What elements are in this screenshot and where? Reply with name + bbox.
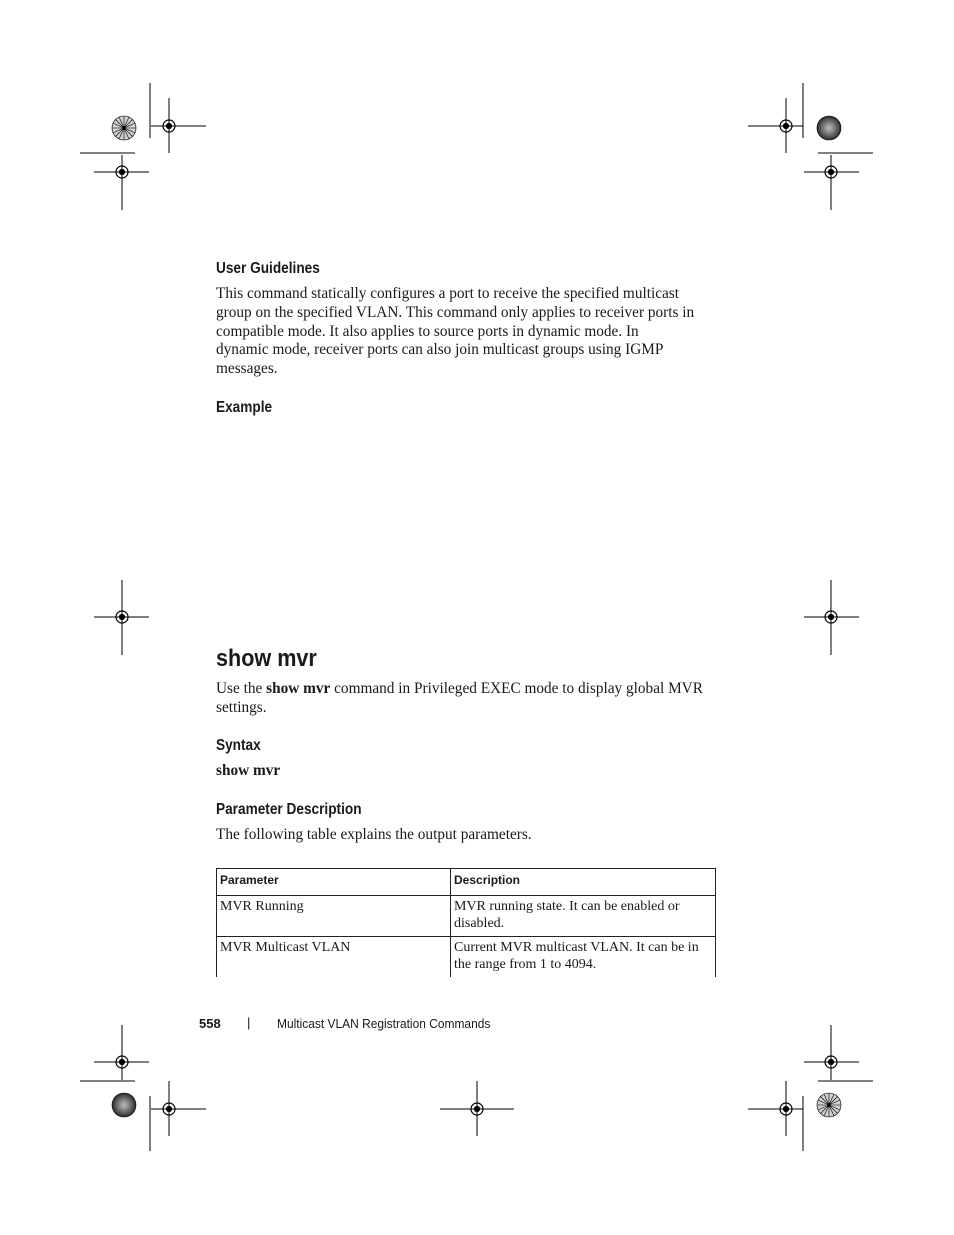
table-cell-description (451, 937, 716, 978)
command-intro (216, 680, 726, 718)
starburst-bottom-right (817, 1093, 841, 1117)
footer-chapter-title: Multicast VLAN Registration Commands (277, 1016, 491, 1031)
user-guidelines-line: dynamic mode, receiver ports can also join multicast groups using IGMP (216, 341, 664, 359)
example-heading: Example (216, 399, 273, 416)
intro-command: show mvr (266, 680, 331, 697)
intro-suffix: command in Privileged EXEC mode to display global MVR (330, 680, 703, 697)
user-guidelines-line: messages. (216, 360, 278, 378)
table-header-parameter: Parameter (217, 869, 451, 896)
footer-separator: | (247, 1015, 251, 1030)
table-cell-description (451, 896, 716, 937)
table-cell-parameter: MVR Multicast VLAN (217, 937, 451, 978)
parameter-table (216, 868, 716, 977)
syntax-heading: Syntax (216, 737, 261, 754)
syntax-command: show mvr (216, 762, 281, 779)
starburst-top-left (112, 116, 136, 140)
intro-prefix: Use the (216, 680, 267, 697)
command-title: show mvr (216, 645, 317, 672)
table-row (217, 896, 716, 937)
user-guidelines-line: This command statically configures a port to receive the specified multicast (216, 285, 679, 302)
table-header-row (217, 869, 716, 896)
description-line: disabled. (454, 916, 505, 931)
user-guidelines-line: group on the specified VLAN. This command only applies to receiver ports in (216, 303, 695, 321)
user-guidelines-body (216, 285, 726, 379)
user-guidelines-line: compatible mode. It also applies to source ports in dynamic mode. In (216, 322, 639, 340)
table-header-description: Description (451, 869, 716, 896)
table-cell-parameter: MVR Running (217, 896, 451, 937)
parameter-description-intro: The following table explains the output parameters. (216, 826, 532, 843)
starburst-bottom-left (112, 1093, 136, 1117)
table-row (217, 937, 716, 978)
description-line: Current MVR multicast VLAN. It can be in (454, 940, 699, 955)
description-line: the range from 1 to 4094. (454, 957, 597, 972)
user-guidelines-heading: User Guidelines (216, 260, 320, 277)
parameter-description-heading: Parameter Description (216, 801, 362, 818)
description-line: MVR running state. It can be enabled or (454, 899, 680, 914)
page-number: 558 (199, 1016, 221, 1031)
intro-line2: settings. (216, 698, 267, 716)
starburst-top-right (817, 116, 841, 140)
